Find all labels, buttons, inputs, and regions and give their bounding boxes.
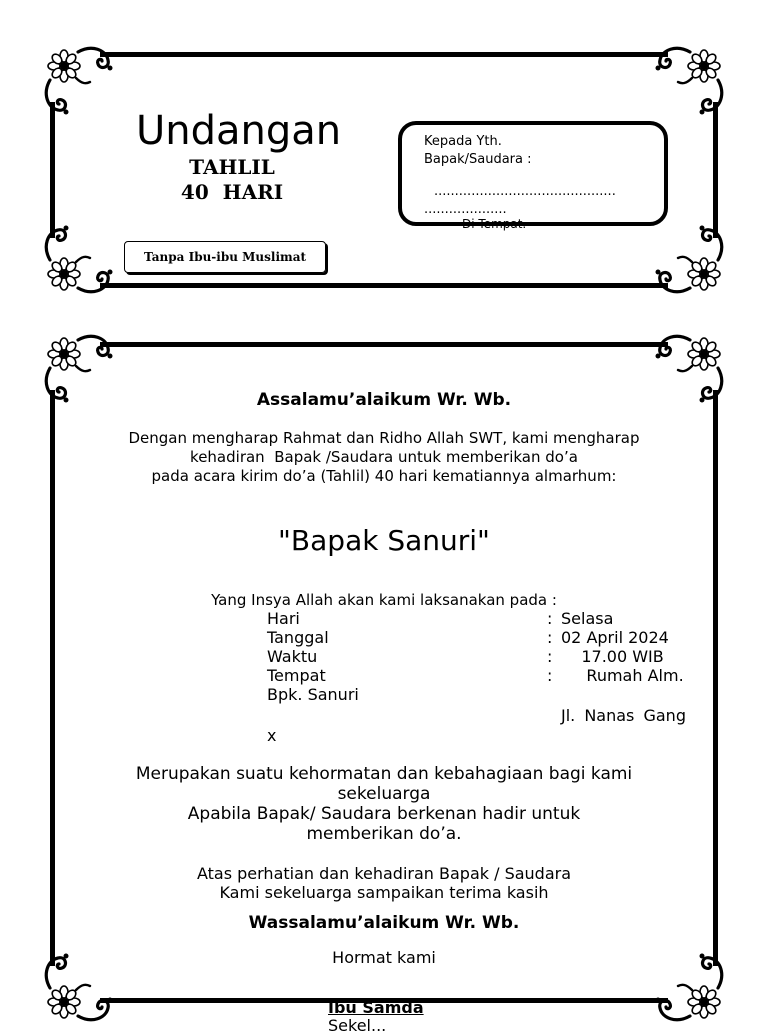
- schedule-intro: Yang Insya Allah akan kami laksanakan pada :: [211, 591, 557, 609]
- schedule-value: Selasa: [561, 609, 614, 628]
- invitation-subtitle-days: 40 HARI: [180, 180, 284, 204]
- floral-ornament-icon: [650, 44, 726, 120]
- floral-ornament-icon: [42, 44, 118, 120]
- letter-border-left: [50, 390, 55, 966]
- schedule-value: Rumah Alm.: [561, 666, 684, 685]
- closing-line-1: Merupakan suatu kehormatan dan kebahagiaan bagi kami sekeluarga: [135, 764, 633, 804]
- note-badge: Tanpa Ibu-ibu Muslimat: [124, 241, 326, 273]
- invitation-title: Undangan: [136, 108, 342, 154]
- deceased-name: "Bapak Sanuri": [278, 524, 490, 557]
- cover-border-bottom: [100, 283, 668, 288]
- opening-line-1: Dengan mengharap Rahmat dan Ridho Allah SWT, kami mengharap: [128, 429, 640, 447]
- schedule-label: Tempat: [267, 666, 326, 685]
- address-blank-line-2: ....................: [424, 202, 507, 217]
- thanks-line-2: Kami sekeluarga sampaikan terima kasih: [219, 883, 549, 902]
- address-to: Kepada Yth.: [424, 134, 502, 149]
- opening-line-3: pada acara kirim do’a (Tahlil) 40 hari kematiannya almarhum:: [151, 467, 617, 485]
- invitation-subtitle: TAHLIL: [189, 155, 275, 179]
- place-street-cont: x: [267, 726, 277, 745]
- schedule-colon: :: [547, 666, 553, 685]
- floral-ornament-icon: [42, 220, 118, 296]
- place-street: Jl. Nanas Gang: [561, 706, 686, 725]
- signer-name: Ibu Samda: [328, 998, 424, 1017]
- schedule-row: [267, 609, 707, 628]
- cover-border-right: [713, 102, 718, 238]
- greeting: Assalamu’alaikum Wr. Wb.: [256, 390, 512, 410]
- letter-border-top: [100, 342, 668, 347]
- address-recipient: Bapak/Saudara :: [424, 152, 532, 167]
- regards: Hormat kami: [332, 948, 436, 967]
- signer-family: Sekel...: [328, 1016, 387, 1035]
- schedule-row: [267, 666, 707, 685]
- schedule-row: [267, 647, 707, 666]
- schedule-row: [267, 628, 707, 647]
- thanks-line-1: Atas perhatian dan kehadiran Bapak / Saudara: [196, 864, 572, 883]
- schedule-table: [267, 609, 707, 685]
- thanks-paragraph: [74, 864, 694, 902]
- address-box: [398, 121, 668, 231]
- schedule-colon: :: [547, 609, 553, 628]
- cover-border-left: [50, 102, 55, 238]
- cover-border-top: [100, 52, 668, 57]
- schedule-colon: :: [547, 628, 553, 647]
- schedule-label: Hari: [267, 609, 300, 628]
- schedule-value: 02 April 2024: [561, 628, 669, 647]
- address-place: Di Tempat.: [462, 217, 527, 231]
- farewell: Wassalamu’alaikum Wr. Wb.: [248, 913, 520, 933]
- opening-paragraph: [74, 429, 694, 486]
- address-blank-line: ............................................: [434, 184, 616, 199]
- opening-line-2: kehadiran Bapak /Saudara untuk memberikan do’a: [190, 448, 578, 466]
- place-continuation: Bpk. Sanuri: [267, 685, 359, 704]
- schedule-value: 17.00 WIB: [561, 647, 664, 666]
- letter-border-right: [713, 390, 718, 966]
- schedule-label: Tanggal: [267, 628, 329, 647]
- closing-line-2: Apabila Bapak/ Saudara berkenan hadir untuk memberikan do’a.: [187, 804, 581, 844]
- schedule-colon: :: [547, 647, 553, 666]
- closing-paragraph: [74, 764, 694, 844]
- schedule-label: Waktu: [267, 647, 318, 666]
